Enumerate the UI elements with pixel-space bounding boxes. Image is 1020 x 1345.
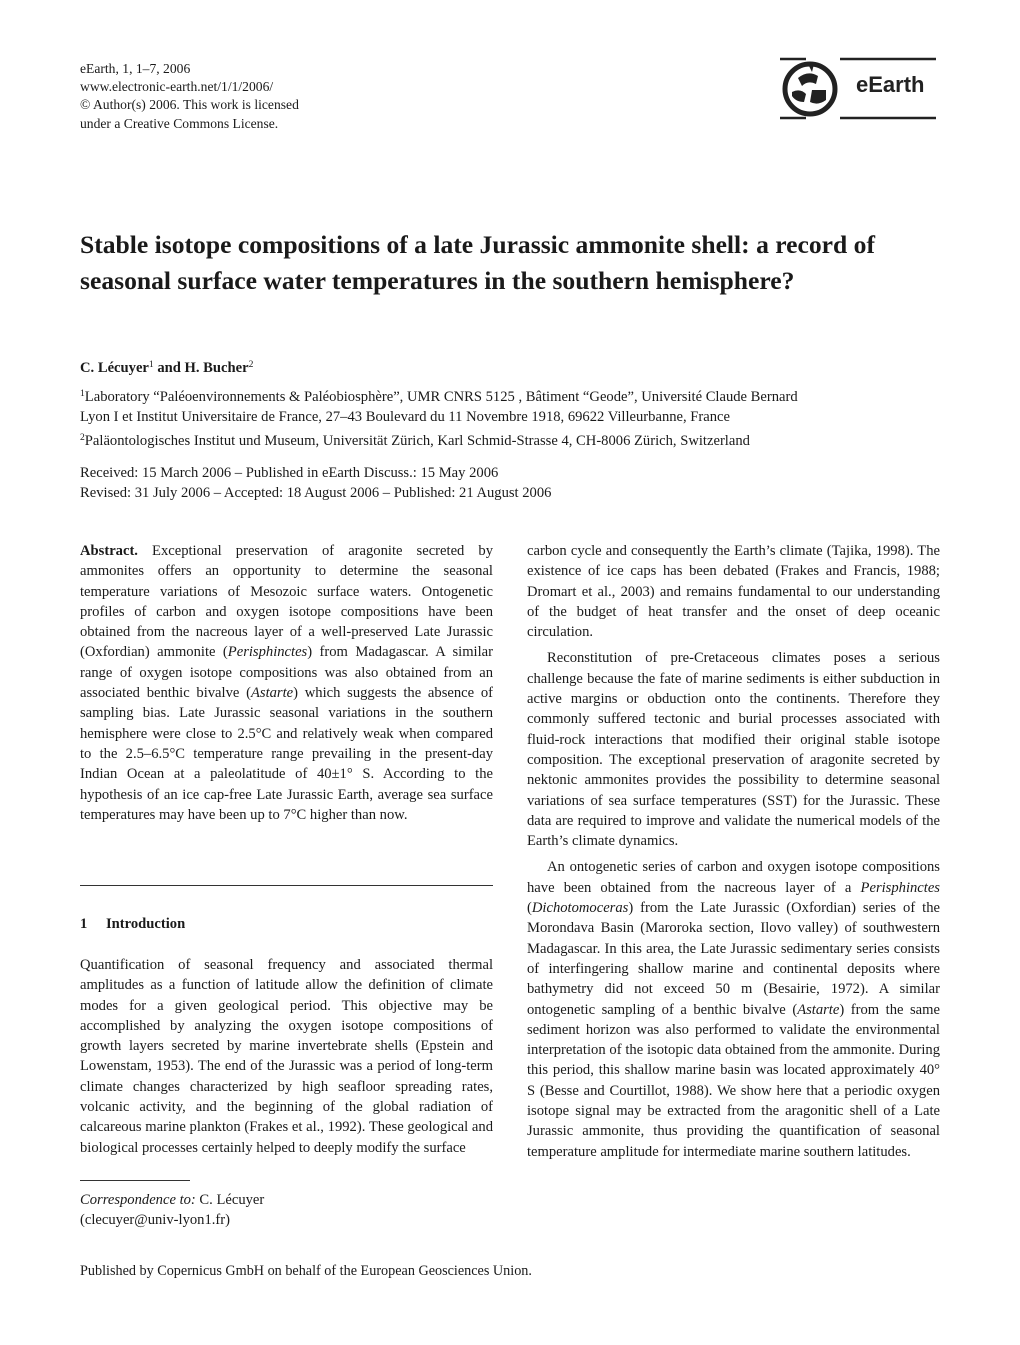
genus-name: Perisphinctes	[227, 644, 308, 661]
journal-citation: eEarth, 1, 1–7, 2006	[80, 61, 191, 76]
license-line: under a Creative Commons License.	[80, 115, 279, 131]
revised-accepted-line: Revised: 31 July 2006 – Accepted: 18 August 2006 – Published: 21 August 2006	[80, 485, 552, 502]
affiliation-2: $^2$Paläontologisches Institut und Museum, Universität Zürich, Karl Schmid-Strasse 4, CH-8006 Zürich, Switzerland	[80, 431, 750, 449]
introduction-body	[80, 955, 493, 1158]
publication-dates	[80, 463, 551, 504]
journal-metadata	[80, 60, 299, 133]
subgenus-name: Dichotomoceras	[531, 900, 629, 917]
abstract: Abstract. Exceptional preservation of aragonite secreted by ammonites offers an opportunity to determine the seasonal temperature variations of Mesozoic surface waters. Ontogenetic profiles of carbon and oxygen isotope compositions have been obtained from the nacreous layer of a well-preserved Late Jurassic (Oxfordian) ammonite (Perisphinctes) from Madagascar. A similar range of oxygen isotope compositions was also obtained from an associated benthic bivalve (Astarte) which suggests the absence of sampling bias. Late Jurassic seasonal variations in the southern hemisphere were close to 2.5°C and relatively weak when compared to the 2.5–6.5°C temperature range prevailing in the present-day Indian Ocean at a paleolatitude of 40±1° S. According to the hypothesis of an ice cap-free Late Jurassic Earth, average sea surface temperatures may have been up to 7°C higher than now.	[80, 543, 494, 823]
intro-paragraph: Quantification of seasonal frequency and associated thermal amplitudes as a function of latitude allow the definition of climate modes for a given geological period. This objective may be accomplished by analyzing the oxygen isotope compositions of growth layers secreted by marine invertebrate shells (Epstein and Lowenstam, 1953). The end of the Jurassic was a period of long-term climate changes characterized by high seafloor spreading rates, volcanic activity, and the beginning of the global radiation of calcareous marine plankton (Frakes et al., 1992). These geological and biological processes certainly helped to deeply modify the surface	[80, 957, 493, 1156]
abstract-divider	[80, 885, 493, 886]
bivalve-name: Astarte	[797, 1001, 840, 1018]
author-affiliation-mark: 1	[148, 359, 154, 370]
abstract-label: Abstract.	[80, 543, 138, 559]
right-column-body	[527, 541, 940, 1162]
affiliation-1-continued: Lyon I et Institut Universitaire de France, 27–43 Boulevard du 11 Novembre 1918, 69622 Villeurbanne, France	[80, 409, 731, 426]
section-number: 1	[80, 916, 88, 932]
genus-name: Perisphinctes	[860, 879, 940, 896]
author-list	[80, 359, 253, 377]
affiliations	[80, 384, 960, 451]
correspondence	[80, 1190, 264, 1231]
author-joiner: and	[153, 360, 185, 376]
publisher-footer: Published by Copernicus GmbH on behalf of the European Geosciences Union.	[80, 1263, 532, 1279]
footnote-divider	[80, 1180, 190, 1181]
affiliation-1: $^1$Laboratory “Paléoenvironnements & Paléobiosphère”, UMR CNRS 5125 , Bâtiment “Geode”, Université Claude Bernard	[80, 388, 798, 405]
body-paragraph: carbon cycle and consequently the Earth’s climate (Tajika, 1998). The existence of ice caps has been debated (Frakes and Francis, 1988; Dromart et al., 2003) and remains fundamental to our understanding of the budget of heat transfer and the onset of deep oceanic circulation.	[527, 543, 940, 641]
journal-url[interactable]: www.electronic-earth.net/1/1/2006/	[80, 79, 274, 95]
author-bucher: H. Bucher	[184, 360, 249, 376]
logo-text: eEarth	[856, 72, 925, 97]
author-lecuyer: C. Lécuyer	[80, 360, 149, 376]
section-heading-introduction	[80, 916, 185, 933]
paper-title: Stable isotope compositions of a late Jurassic ammonite shell: a record of seasonal surface water temperatures in the southern hemisphere?	[80, 230, 875, 295]
section-title: Introduction	[106, 916, 186, 932]
correspondence-email[interactable]: (clecuyer@univ-lyon1.fr)	[80, 1212, 230, 1229]
body-paragraph: An ontogenetic series of carbon and oxygen isotope compositions have been obtained from the nacreous layer of a Perisphinctes (Dichotomoceras) from the Late Jurassic (Oxfordian) series of the Morondava Basin (Maroroka section, Ilovo valley) of southwestern Madagascar. In this area, the Late Jurassic sedimentary series consists of interfingering shallow marine and continental deposits where bathymetry did not exceed 50 m (Besairie, 1972). A similar ontogenetic sampling of a benthic bivalve (Astarte) from the same sediment horizon was also performed to validate the environmental interpretation of the isotopic data obtained from the ammonite. During this period, this shallow marine basin was located approximately 40° S (Besse and Courtillot, 1988). We show here that a periodic oxygen isotope signal may be extracted from the aragonitic shell of a Late Jurassic ammonite, thus providing the quantification of seasonal temperature amplitude for intermediate marine southern latitudes.	[527, 859, 940, 1160]
body-paragraph: Reconstitution of pre-Cretaceous climates poses a serious challenge because the fate of marine sediments is either subduction in active margins or obduction onto the continents. Therefore they commonly suffered tectonic and burial processes associated with fluid-rock interactions that modified their original stable isotope composition. The exceptional preservation of aragonite secreted by nektonic ammonites provides the possibility to determine seasonal variations of sea surface temperatures (SST) for the Jurassic. These data are required to improve and validate the numerical models of the Earth’s climate dynamics.	[527, 650, 940, 850]
author-affiliation-mark: 2	[248, 359, 254, 370]
correspondence-name: C. Lécuyer	[195, 1192, 265, 1208]
copyright-line: © Author(s) 2006. This work is licensed	[80, 97, 299, 113]
received-published-line: Received: 15 March 2006 – Published in eEarth Discuss.: 15 May 2006	[80, 465, 499, 481]
correspondence-label: Correspondence to:	[80, 1192, 196, 1208]
bivalve-name: Astarte	[250, 685, 294, 702]
eearth-logo	[778, 56, 938, 122]
